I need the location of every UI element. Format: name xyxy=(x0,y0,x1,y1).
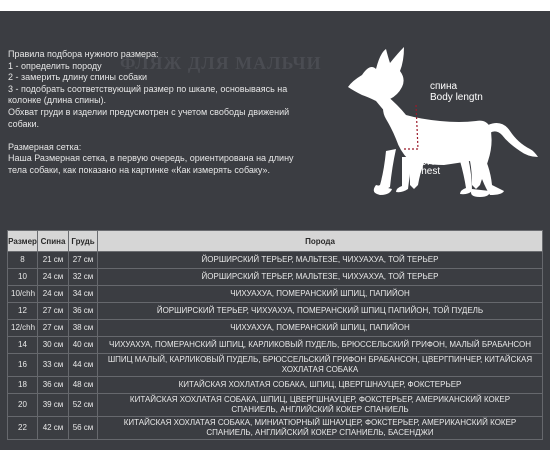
back-cell: 24 см xyxy=(38,269,69,286)
table-row xyxy=(8,320,543,337)
background-watermark: ФЛЯЖ ДЛЯ МАЛЬЧИ xyxy=(120,53,322,73)
rule-step-1: 1 - определить породу xyxy=(8,60,102,71)
table-row xyxy=(8,337,543,354)
chest-cell: 40 см xyxy=(69,337,98,354)
size-cell: 10 xyxy=(8,269,38,286)
chest-note: Обхват груди в изделии предусмотрен с учетом свободы движений собаки. xyxy=(8,106,290,129)
table-row xyxy=(8,286,543,303)
chest-cell: 27 см xyxy=(69,252,98,269)
rules-title: Правила подбора нужного размера: xyxy=(8,49,159,59)
breed-cell: ЙОРШИРСКИЙ ТЕРЬЕР, МАЛЬТЕЗЕ, ЧИХУАХУА, ТОЙ ТЕРЬЕР xyxy=(98,269,543,286)
chest-cell: 32 см xyxy=(69,269,98,286)
dog-measurement-diagram xyxy=(340,39,550,209)
breed-cell: ЙОРШИРСКИЙ ТЕРЬЕР, МАЛЬТЕЗЕ, ЧИХУАХУА, ТОЙ ТЕРЬЕР xyxy=(98,252,543,269)
chest-cell: 44 см xyxy=(69,354,98,377)
size-cell: 22 xyxy=(8,417,38,440)
table-row xyxy=(8,417,543,440)
rule-step-2: 2 - замерить длину спины собаки xyxy=(8,72,148,83)
table-row xyxy=(8,269,543,286)
chest-label-en: Chest xyxy=(414,166,441,177)
breed-cell: ЧИХУАХУА, ПОМЕРАНСКИЙ ШПИЦ, КАРЛИКОВЫЙ ПУДЕЛЬ, БРЮССЕЛЬСКИЙ ГРИФОН, МАЛЫЙ БРАБАНСОН xyxy=(98,337,543,354)
chest-label-ru: грудь xyxy=(414,155,439,166)
size-cell: 14 xyxy=(8,337,38,354)
size-table xyxy=(7,230,543,440)
breed-cell: КИТАЙСКАЯ ХОХЛАТАЯ СОБАКА, ШПИЦ, ЦВЕРГШНАУЦЕР, ФОКСТЕРЬЕР xyxy=(98,377,543,394)
breed-cell: ЙОРШИРСКИЙ ТЕРЬЕР, ЧИХУАХУА, ПОМЕРАНСКИЙ ШПИЦ ПАПИЙОН, ТОЙ ПУДЕЛЬ xyxy=(98,303,543,320)
back-cell: 21 см xyxy=(38,252,69,269)
size-rules-text xyxy=(8,49,298,177)
back-cell: 24 см xyxy=(38,286,69,303)
size-cell: 20 xyxy=(8,394,38,417)
back-cell: 33 см xyxy=(38,354,69,377)
chest-cell: 52 см xyxy=(69,394,98,417)
size-cell: 12/chh xyxy=(8,320,38,337)
breed-cell: КИТАЙСКАЯ ХОХЛАТАЯ СОБАКА, МИНИАТЮРНЫЙ ШНАУЦЕР, ФОКСТЕРЬЕР, АМЕРИКАНСКИЙ КОКЕР СПАНИЕЛЬ, АНГЛИЙСКИЙ КОКЕР СПАНИЕЛЬ, БАСЕНДЖИ xyxy=(98,417,543,440)
chest-cell: 48 см xyxy=(69,377,98,394)
table-row xyxy=(8,394,543,417)
chest-cell: 38 см xyxy=(69,320,98,337)
back-label-en: Body lengtn xyxy=(430,92,483,103)
header-size: Размер xyxy=(8,231,38,252)
back-cell: 27 см xyxy=(38,320,69,337)
chest-cell: 34 см xyxy=(69,286,98,303)
dog-silhouette-icon xyxy=(348,47,538,197)
table-row xyxy=(8,354,543,377)
header-back: Спина xyxy=(38,231,69,252)
size-grid-title: Размерная сетка: xyxy=(8,141,82,152)
header-breed: Порода xyxy=(98,231,543,252)
size-cell: 10/chh xyxy=(8,286,38,303)
size-grid-description: Наша Размерная сетка, в первую очередь, ориентирована на длину тела собаки, как показано на картинке «Как измерять собаку». xyxy=(8,153,294,175)
size-chart-card xyxy=(0,11,550,450)
back-cell: 39 см xyxy=(38,394,69,417)
size-cell: 8 xyxy=(8,252,38,269)
size-cell: 18 xyxy=(8,377,38,394)
breed-cell: ШПИЦ МАЛЫЙ, КАРЛИКОВЫЙ ПУДЕЛЬ, БРЮССЕЛЬСКИЙ ГРИФОН БРАБАНСОН, ЦВЕРГПИНЧЕР, КИТАЙСКАЯ ХОХЛАТАЯ СОБАКА xyxy=(98,354,543,377)
breed-cell: ЧИХУАХУА, ПОМЕРАНСКИЙ ШПИЦ, ПАПИЙОН xyxy=(98,320,543,337)
table-row xyxy=(8,377,543,394)
back-cell: 27 см xyxy=(38,303,69,320)
table-row xyxy=(8,303,543,320)
back-cell: 42 см xyxy=(38,417,69,440)
breed-cell: ЧИХУАХУА, ПОМЕРАНСКИЙ ШПИЦ, ПАПИЙОН xyxy=(98,286,543,303)
size-cell: 12 xyxy=(8,303,38,320)
back-cell: 36 см xyxy=(38,377,69,394)
chest-cell: 36 см xyxy=(69,303,98,320)
back-cell: 30 см xyxy=(38,337,69,354)
rule-step-3: 3 - подобрать соответствующий размер по шкале, основываясь на колонке (длина спины). xyxy=(8,83,288,106)
breed-cell: КИТАЙСКАЯ ХОХЛАТАЯ СОБАКА, ШПИЦ, ЦВЕРГШНАУЦЕР, ФОКСТЕРЬЕР, АМЕРИКАНСКИЙ КОКЕР СПАНИЕЛЬ, АНГЛИЙСКИЙ КОКЕР СПАНИЕЛЬ xyxy=(98,394,543,417)
size-cell: 16 xyxy=(8,354,38,377)
table-header-row xyxy=(8,231,543,252)
back-label-ru: спина xyxy=(430,81,458,92)
chest-cell: 56 см xyxy=(69,417,98,440)
table-row xyxy=(8,252,543,269)
header-chest: Грудь xyxy=(69,231,98,252)
